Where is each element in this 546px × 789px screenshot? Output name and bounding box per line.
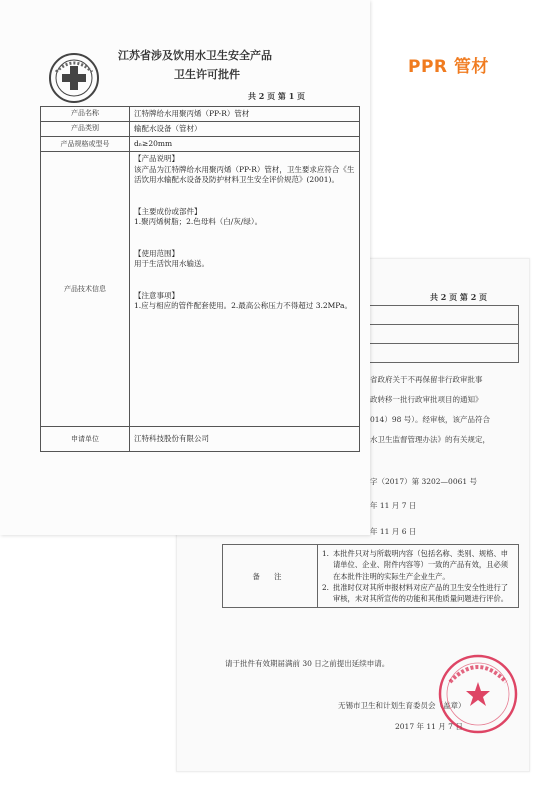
- section-heading: 【产品说明】: [134, 154, 179, 164]
- product-category-label: 产品类别: [41, 122, 130, 137]
- document-subtitle: 卫生许可批件: [174, 68, 240, 81]
- issue-date: 2017 年 11 月 7 日: [395, 722, 463, 731]
- section-text: 1.聚丙烯树脂；2.色母料（白/灰/绿）。: [134, 216, 263, 226]
- remarks-label: 备 注: [223, 545, 318, 608]
- brand-title: PPR 管材: [408, 57, 489, 77]
- table-row: [41, 107, 360, 122]
- tech-info-label: 产品技术信息: [41, 152, 130, 427]
- product-name-value: 江特牌给水用聚丙烯（PP-R）管材: [130, 107, 360, 122]
- license-number: 字（2017）第 3202—0061 号: [370, 477, 478, 486]
- official-seal-icon: [436, 652, 520, 736]
- approval-date: 年 11 月 7 日: [370, 501, 417, 510]
- table-row: [41, 152, 360, 427]
- applicant-label: 申请单位: [41, 427, 130, 452]
- document-title: 江苏省涉及饮用水卫生安全产品: [118, 49, 272, 62]
- page-number-1: 共 2 页 第 1 页: [248, 91, 306, 101]
- section-heading: 【主要成份或部件】: [134, 206, 202, 216]
- product-spec-label: 产品规格或型号: [41, 137, 130, 152]
- applicant-value: 江特科技股份有限公司: [130, 427, 360, 452]
- issuer-name: 无锡市卫生和计划生育委员会（盖章）: [338, 701, 466, 710]
- table-row: [41, 427, 360, 452]
- list-item: 1. 本批件只对与所载明内容（包括名称、类别、规格、申请单位、企业、附件内容等）一致的产品有效，且必须在本批件注明的实际生产企业生产。: [322, 549, 509, 581]
- list-item: 2. 批准时仅对其所申报材料对应产品的卫生安全性进行了审核，未对其所宣传的功能和其他质量问题进行评价。: [322, 582, 509, 604]
- table-row: [41, 122, 360, 137]
- section-text: 1.应与相应的管件配套使用。2.最高公称压力不得超过 3.2MPa。: [134, 301, 352, 311]
- renewal-note: 请于批件有效期届满前 30 日之前提出延续申请。: [225, 659, 390, 668]
- page-number-2: 共 2 页 第 2 页: [430, 292, 488, 302]
- section-heading: 【注意事项】: [134, 291, 179, 301]
- health-emblem-icon: [48, 52, 100, 104]
- product-category-value: 输配水设备（管材）: [130, 122, 360, 137]
- table-row: [41, 137, 360, 152]
- approval-text-line: 政转移一批行政审批项目的通知》: [370, 395, 483, 404]
- section-text: 该产品为江特牌给水用聚丙烯（PP-R）管材，卫生要求应符合《生活饮用水输配水设备及防护材料卫生安全评价规范》(2001)。: [134, 164, 355, 184]
- section-heading: 【使用范围】: [134, 249, 179, 258]
- expiry-date: 年 11 月 6 日: [370, 527, 417, 536]
- tech-info-content: [130, 152, 360, 427]
- product-spec-value: dₙ≥20mm: [130, 137, 360, 152]
- section-text: 用于生活饮用水输送。: [134, 259, 209, 269]
- product-name-label: 产品名称: [41, 107, 130, 122]
- approval-text-line: 水卫生监督管理办法》的有关规定，: [370, 435, 490, 444]
- approval-text-line: 014）98 号）。经审核，该产品符合: [370, 415, 490, 424]
- permit-info-table: [40, 106, 360, 452]
- remarks-table: [222, 544, 519, 608]
- remarks-content: [318, 545, 519, 608]
- approval-text-line: 省政府关于不再保留非行政审批事: [370, 375, 483, 384]
